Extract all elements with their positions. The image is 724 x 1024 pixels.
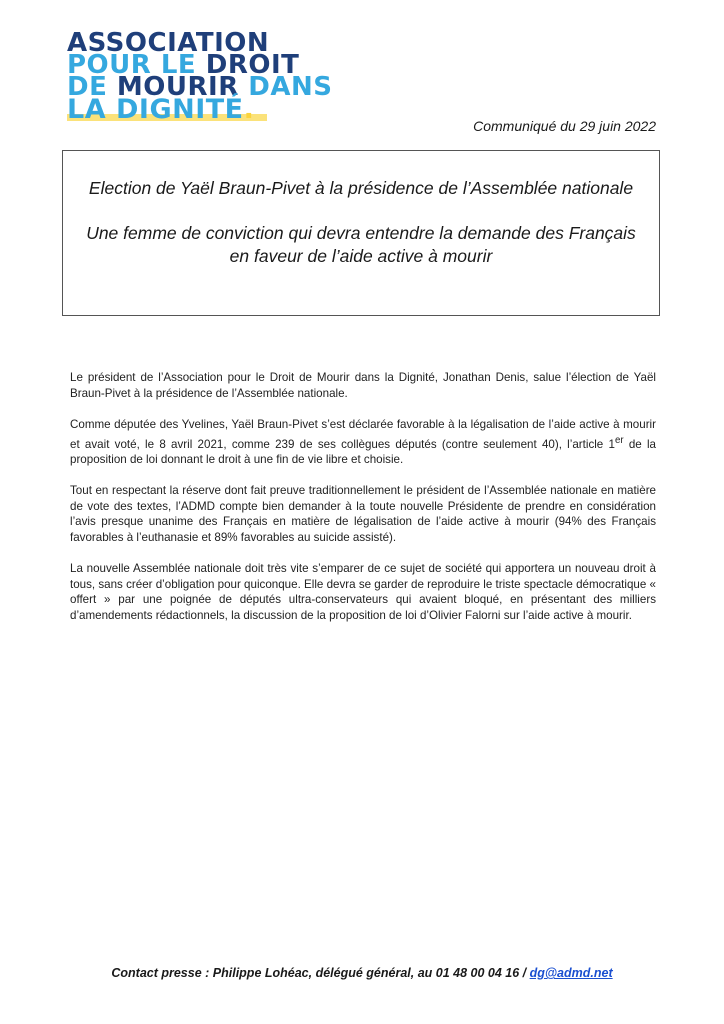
logo-line-2: POUR LE DROIT xyxy=(67,50,300,80)
paragraph-1: Le président de l’Association pour le Droit de Mourir dans la Dignité, Jonathan Denis, salue l’élection de Yaël Braun-Pivet à la présidence de l’Assemblée nationale. xyxy=(70,371,656,400)
paragraph-2: Comme députée des Yvelines, Yaël Braun-Pivet s’est déclarée favorable à la légalisation de l’aide active à mourir et avait voté, le 8 avril 2021, comme 239 de ses collègues députés (contre seulement 40), l’article 1er de la proposition de loi donnant le droit à une fin de vie libre et choisie. xyxy=(70,418,656,466)
press-contact-text: Contact presse : Philippe Lohéac, délégué général, au 01 48 00 04 16 / xyxy=(111,966,530,980)
logo-line-4: LA DIGNITÉ. xyxy=(67,96,332,122)
subtitle: Une femme de conviction qui devra entendre la demande des Français en faveur de l’aide active à mourir xyxy=(86,223,636,266)
title-box xyxy=(62,150,660,316)
email-link[interactable]: dg@admd.net xyxy=(529,966,613,980)
body-text xyxy=(70,370,656,639)
logo-line-1: ASSOCIATION xyxy=(67,28,270,58)
main-title: Election de Yaël Braun-Pivet à la présidence de l’Assemblée nationale xyxy=(88,178,634,198)
paragraph-4: La nouvelle Assemblée nationale doit très vite s’emparer de ce sujet de société qui apportera un nouveau droit à tous, sans créer d’obligation pour quiconque. Elle devra se garder de reproduire le triste spectacle démocratique « offert » par une poignée de députés ultra-conservateurs qui avaient bloqué, en présentant des milliers d’amendements rédactionnels, la discussion de la proposition de loi d’Olivier Falorni sur l’aide active à mourir. xyxy=(70,562,656,622)
association-logo xyxy=(67,28,333,125)
paragraph-3: Tout en respectant la réserve dont fait preuve traditionnellement le président de l’Assemblée nationale en matière de vote des textes, l’ADMD compte bien demander à la toute nouvelle Présidente de prendre en considération l’avis presque unanime des Français en matière de légalisation de l’aide active à mourir (94% des Français favorables à l’euthanasie et 89% favorables au suicide assisté). xyxy=(70,484,656,544)
logo-line-3: DE MOURIR DANS xyxy=(67,72,333,102)
communique-date: Communiqué du 29 juin 2022 xyxy=(473,118,656,134)
press-contact xyxy=(0,966,724,980)
